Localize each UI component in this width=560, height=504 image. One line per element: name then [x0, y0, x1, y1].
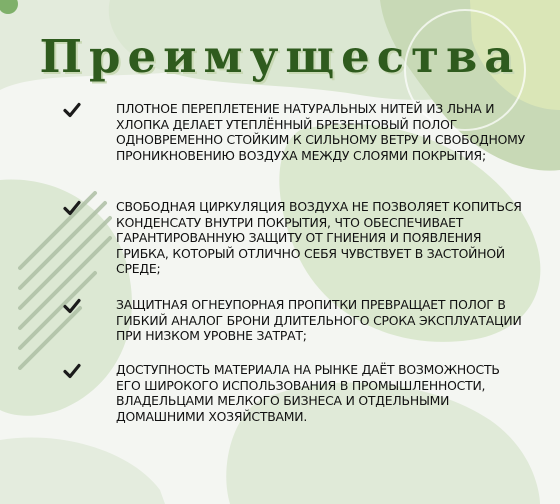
check-icon: [63, 297, 81, 315]
list-item-text: ПЛОТНОЕ ПЕРЕПЛЕТЕНИЕ НАТУРАЛЬНЫХ НИТЕЙ ИЗ ЛЬНА И ХЛОПКА ДЕЛАЕТ УТЕПЛЁННЫЙ БРЕЗЕНТОВЫЙ ПОЛОГ ОДНОВРЕМЕННО СТОЙКИМ К СИЛЬНОМУ ВЕТРУ И СВОБОДНОМУ ПРОНИКНОВЕНИЮ ВОЗДУХА МЕЖДУ СЛОЯМИ ПОКРЫТИЯ;: [116, 101, 526, 163]
list-item-text: ЗАЩИТНАЯ ОГНЕУПОРНАЯ ПРОПИТКИ ПРЕВРАЩАЕТ ПОЛОГ В ГИБКИЙ АНАЛОГ БРОНИ ДЛИТЕЛЬНОГО СРОКА ЭКСПЛУАТАЦИИ ПРИ НИЗКОМ УРОВНЕ ЗАТРАТ;: [116, 297, 522, 343]
page-title: Преимущества: [39, 30, 521, 83]
list-item-text: ДОСТУПНОСТЬ МАТЕРИАЛА НА РЫНКЕ ДАЁТ ВОЗМОЖНОСТЬ ЕГО ШИРОКОГО ИСПОЛЬЗОВАНИЯ В ПРОМЫШЛЕННОСТИ, ВЛАДЕЛЬЦАМИ МЕЛКОГО БИЗНЕСА И ОТДЕЛЬНЫМИ ДОМАШНИМИ ХОЗЯЙСТВАМИ.: [116, 362, 500, 424]
check-icon: [63, 362, 81, 380]
check-icon: [63, 101, 81, 119]
list-item-text: СВОБОДНАЯ ЦИРКУЛЯЦИЯ ВОЗДУХА НЕ ПОЗВОЛЯЕТ КОПИТЬСЯ КОНДЕНСАТУ ВНУТРИ ПОКРЫТИЯ, ЧТО ОБЕСПЕЧИВАЕТ ГАРАНТИРОВАННУЮ ЗАЩИТУ ОТ ГНИЕНИЯ И ПОЯВЛЕНИЯ ГРИБКА, КОТОРЫЙ ОТЛИЧНО СЕБЯ ЧУВСТВУЕТ В ЗАСТОЙНОЙ СРЕДЕ;: [116, 199, 522, 276]
check-icon: [63, 199, 81, 217]
